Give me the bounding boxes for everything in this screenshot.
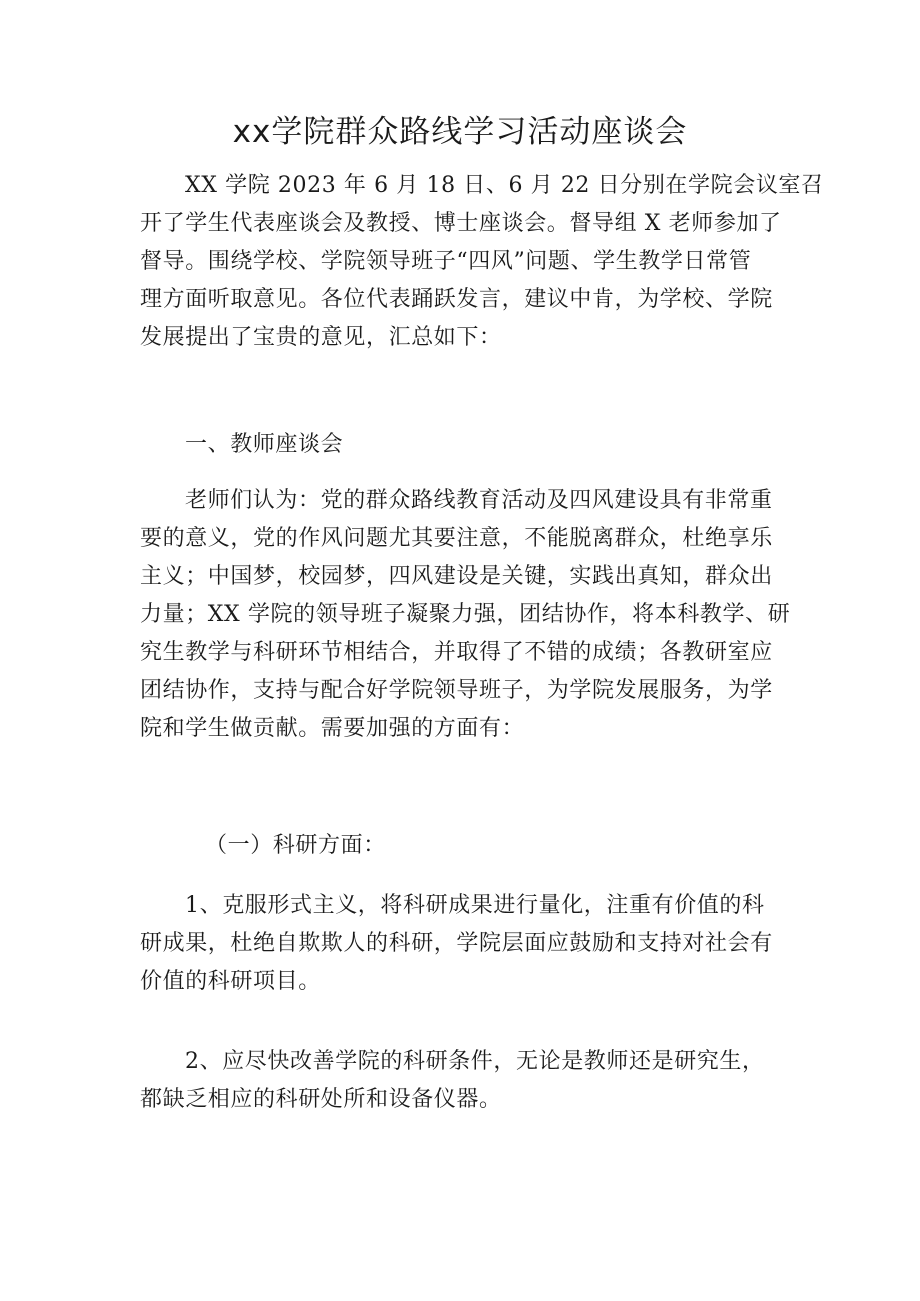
section-heading-teachers: 一、教师座谈会 [185, 432, 344, 457]
text-line: 都缺乏相应的科研处所和设备仪器。 [140, 1087, 502, 1112]
document-title: xx学院群众路线学习活动座谈会 [232, 114, 688, 150]
text-line: 2、应尽快改善学院的科研条件，无论是教师还是研究生， [185, 1049, 765, 1074]
text-line: 力量；XX 学院的领导班子凝聚力强，团结协作，将本科教学、研 [140, 602, 791, 627]
text-line: 研成果，杜绝自欺欺人的科研，学院层面应鼓励和支持对社会有 [140, 931, 773, 956]
text-line: 团结协作，支持与配合好学院领导班子，为学院发展服务，为学 [140, 678, 773, 703]
text-line: 开了学生代表座谈会及教授、博士座谈会。督导组 X 老师参加了 [140, 211, 782, 236]
subsection-heading-research: （一）科研方面： [205, 833, 386, 858]
text-line: 1、克服形式主义，将科研成果进行量化，注重有价值的科 [185, 893, 765, 918]
text-line: 究生教学与科研环节相结合，并取得了不错的成绩；各教研室应 [140, 640, 773, 665]
text-line: 督导。围绕学校、学院领导班子“四风”问题、学生教学日常管 [140, 249, 752, 274]
text-line: 院和学生做贡献。需要加强的方面有： [140, 716, 525, 741]
teachers-paragraph [140, 482, 791, 748]
text-line: XX 学院 2023 年 6 月 18 日、6 月 22 日分别在学院会议室召 [185, 173, 824, 198]
research-item-2 [140, 1043, 782, 1119]
intro-paragraph [140, 167, 824, 357]
text-line: 价值的科研项目。 [140, 969, 321, 994]
text-line: 主义；中国梦，校园梦，四风建设是关键，实践出真知，群众出 [140, 564, 773, 589]
text-line: 理方面听取意见。各位代表踊跃发言，建议中肯，为学校、学院 [140, 287, 773, 312]
text-line: 发展提出了宝贵的意见，汇总如下： [140, 325, 502, 350]
text-line: 要的意义，党的作风问题尤其要注意，不能脱离群众，杜绝享乐 [140, 526, 773, 551]
research-item-1 [140, 887, 782, 1001]
text-line: 老师们认为：党的群众路线教育活动及四风建设具有非常重 [185, 488, 773, 513]
